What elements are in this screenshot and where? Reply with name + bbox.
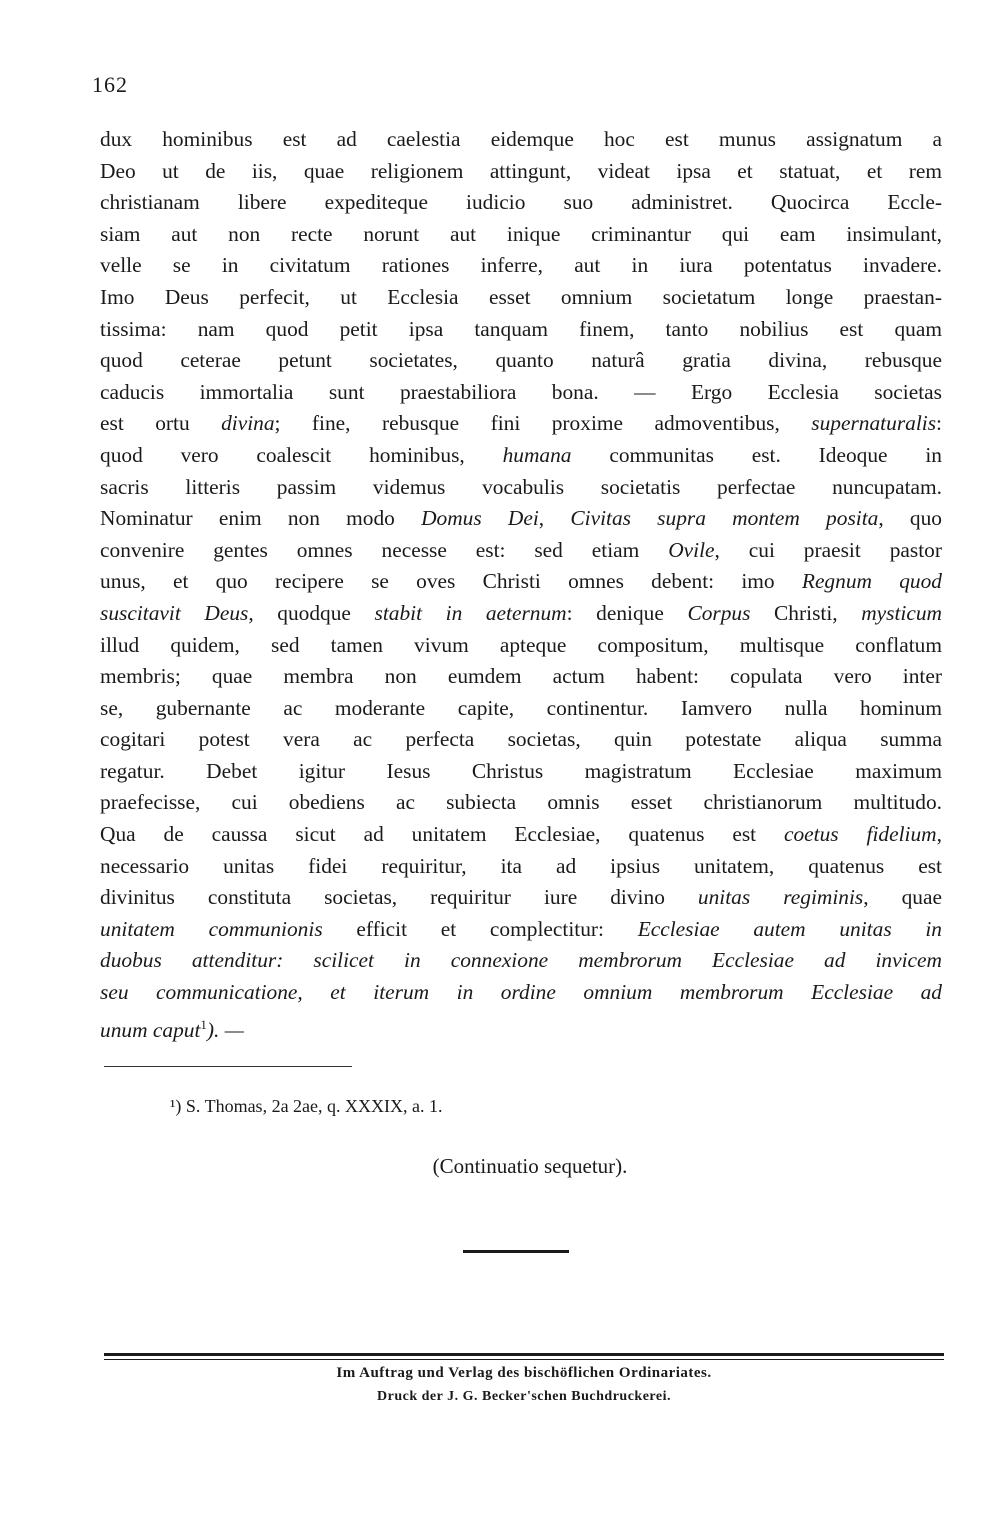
text-line: christianam libere expediteque iudicio suo administret. Quocirca Eccle-	[100, 190, 942, 215]
text-line: cogitari potest vera ac perfecta societas, quin potestate aliqua summa	[100, 727, 942, 752]
footnote-text: S. Thomas, 2a 2ae, q. XXXIX, a. 1.	[181, 1096, 443, 1116]
text-line: necessario unitas fidei requiritur, ita ad ipsius unitatem, quatenus est	[100, 853, 942, 878]
text-line: Imo Deus perfecit, ut Ecclesia esset omnium societatum longe praestan-	[100, 284, 942, 309]
text-line: suscitavit Deus, quodque stabit in aeternum: denique Corpus Christi, mysticum	[100, 600, 942, 625]
imprint-divider-thin	[104, 1359, 944, 1360]
footnote-marker: ¹)	[170, 1096, 182, 1116]
end-divider	[463, 1250, 569, 1253]
text-line: quod vero coalescit hominibus, humana communitas est. Ideoque in	[100, 442, 942, 467]
text-line: Qua de caussa sicut ad unitatem Ecclesiae, quatenus est coetus fidelium,	[100, 822, 942, 847]
text-line: illud quidem, sed tamen vivum apteque compositum, multisque conflatum	[100, 632, 942, 657]
text-line: siam aut non recte norunt aut inique criminantur qui eam insimulant,	[100, 221, 942, 246]
body-text	[100, 124, 942, 1046]
text-line: quod ceterae petunt societates, quanto naturâ gratia divina, rebusque	[100, 348, 942, 373]
imprint-divider-thick	[104, 1353, 944, 1356]
text-line: divinitus constituta societas, requiritur iure divino unitas regiminis, quae	[100, 885, 942, 910]
text-line: sacris litteris passim videmus vocabulis societatis perfectae nuncupatam.	[100, 474, 942, 499]
text-line: est ortu divina; fine, rebusque fini proxime admoventibus, supernaturalis:	[100, 411, 942, 436]
text-line: unus, et quo recipere se oves Christi omnes debent: imo Regnum quod	[100, 569, 942, 594]
footnote	[170, 1096, 443, 1117]
text-line: membris; quae membra non eumdem actum habent: copulata vero inter	[100, 664, 942, 689]
text-line: praefecisse, cui obediens ac subiecta omnis esset christianorum multitudo.	[100, 790, 942, 815]
text-line: caducis immortalia sunt praestabiliora bona. — Ergo Ecclesia societas	[100, 379, 942, 404]
text-line: Deo ut de iis, quae religionem attingunt, videat ipsa et statuat, et rem	[100, 158, 942, 183]
text-line: tissima: nam quod petit ipsa tanquam finem, tanto nobilius est quam	[100, 316, 942, 341]
imprint-printer: Druck der J. G. Becker'schen Buchdruckerei.	[377, 1389, 671, 1404]
text-line: unum caput$^1$). —	[100, 1016, 244, 1042]
text-line: velle se in civitatum rationes inferre, aut in iura potentatus invadere.	[100, 253, 942, 278]
page-number: 162	[92, 72, 128, 97]
text-line: se, gubernante ac moderante capite, continentur. Iamvero nulla hominum	[100, 695, 942, 720]
text-line: seu communicatione, et iterum in ordine omnium membrorum Ecclesiae ad	[100, 980, 942, 1005]
continuation-note: (Continuatio sequetur).	[432, 1154, 628, 1178]
text-line: regatur. Debet igitur Iesus Christus magistratum Ecclesiae maximum	[100, 758, 942, 783]
text-line: dux hominibus est ad caelestia eidemque hoc est munus assignatum a	[100, 127, 942, 151]
text-line: Nominatur enim non modo Domus Dei, Civitas supra montem posita, quo	[100, 506, 942, 531]
imprint-publisher: Im Auftrag und Verlag des bischöflichen Ordinariates.	[336, 1365, 712, 1381]
text-line: convenire gentes omnes necesse est: sed etiam Ovile, cui praesit pastor	[100, 537, 942, 562]
text-line: unitatem communionis efficit et complectitur: Ecclesiae autem unitas in	[100, 916, 942, 941]
text-line: duobus attenditur: scilicet in connexione membrorum Ecclesiae ad invicem	[100, 948, 942, 973]
footnote-divider	[104, 1066, 352, 1067]
